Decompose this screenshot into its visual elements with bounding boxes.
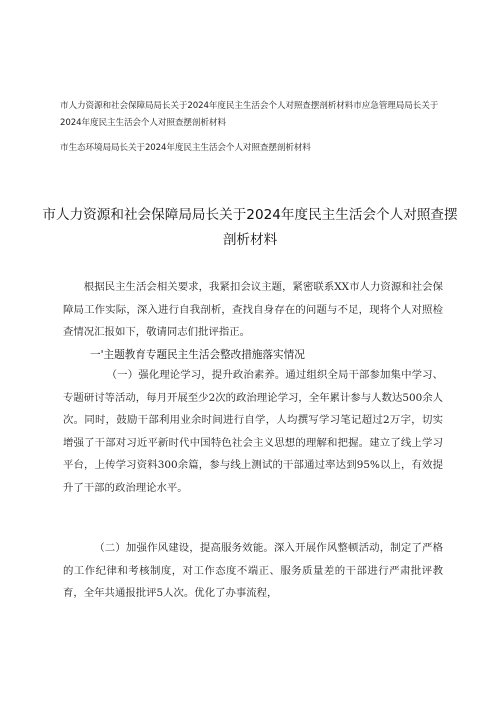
paragraph-theory-study: （一）强化理论学习，提升政治素养。通过组织全局干部参加集中学习、专题研讨等活动，每月开展至少2次的政治理论学习，全年累计参与人数达500余人次。同时，鼓励干部利用业余时间进行自学，人均撰写学习笔记超过2万字，切实增强了干部对习近平新时代中国特色社会主义思想的理解和把握。建立了线上学习平台，上传学习资料300余篇，参与线上测试的干部通过率达到95%以上，有效提升了干部的政治理论水平。 (63, 369, 443, 494)
paragraph-work-style: （二）加强作风建设，提高服务效能。深入开展作风整顿活动，制定了严格的工作纪律和考核制度，对工作态度不端正、服务质量差的干部进行严肃批评教育，全年共通报批评5人次。优化了办事流程， (63, 542, 443, 600)
toc-entry-1: 市人力资源和社会保障局局长关于2024年度民主生活会个人对照查摆剖析材料市应急管理局局长关于2024年度民主生活会个人对照查摆剖析材料 (60, 101, 439, 128)
toc-entry-2: 市生态环境局局长关于2024年度民主生活会个人对照查摆剖析材料 (60, 143, 311, 153)
intro-paragraph: 根据民主生活会相关要求，我紧扣会议主题，紧密联系XX市人力资源和社会保障局工作实际，深入进行自我剖析，查找自身存在的问题与不足，现将个人对照检查情况汇报如下，敬请同志们批评指正。 (63, 281, 443, 339)
document-title: 市人力资源和社会保障局局长关于2024年度民主生活会个人对照查摆剖析材料 (42, 207, 458, 248)
section-heading: 一'主题教育专题民主生活会整改措施落实情况 (90, 349, 305, 361)
